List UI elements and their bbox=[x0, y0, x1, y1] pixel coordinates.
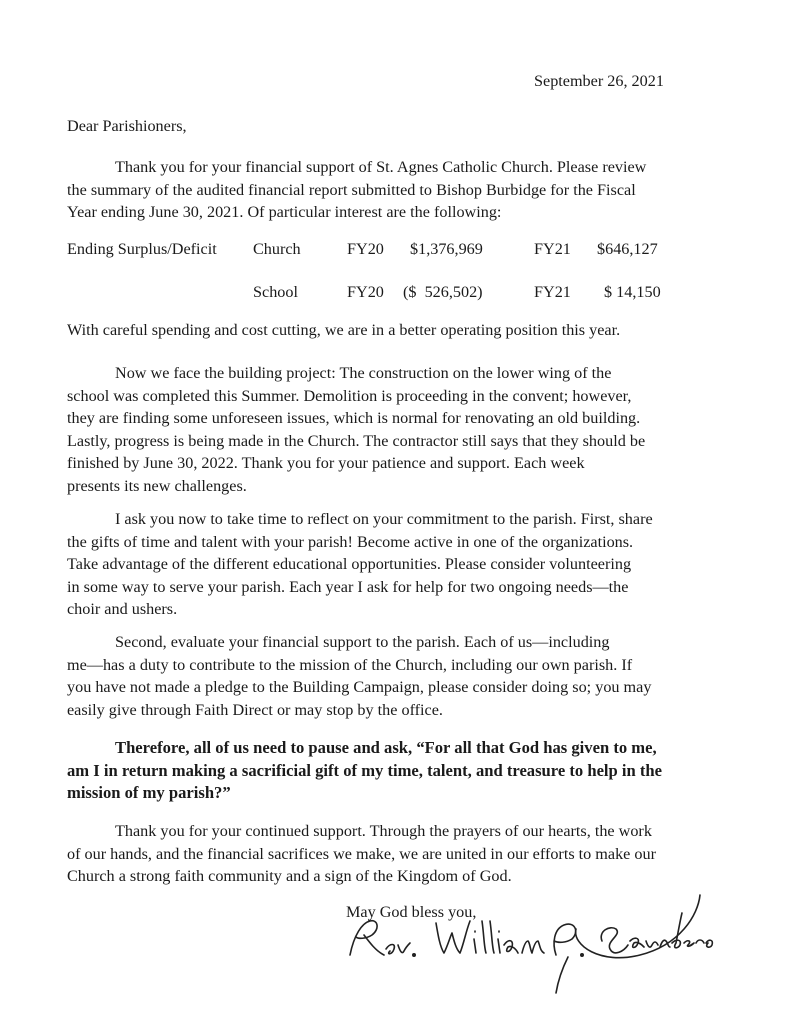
building-line: Now we face the building project: The construction on the lower wing of the bbox=[115, 364, 612, 382]
support-line: you have not made a pledge to the Building Campaign, please consider doing so; you may bbox=[67, 678, 652, 696]
commitment-line: Take advantage of the different educational opportunities. Please consider volunteering bbox=[67, 555, 632, 573]
support-line: easily give through Faith Direct or may stop by the office. bbox=[67, 700, 443, 719]
closing-paragraph bbox=[67, 820, 717, 888]
support-line: Second, evaluate your financial support to the parish. Each of us—including bbox=[115, 633, 610, 651]
table-entity: School bbox=[253, 283, 298, 301]
intro-line: the summary of the audited financial report submitted to Bishop Burbidge for the Fiscal bbox=[67, 180, 636, 199]
table-fy20-label: FY20 bbox=[347, 240, 384, 258]
bold-line: am I in return making a sacrificial gift of my time, talent, and treasure to help in the bbox=[67, 760, 663, 780]
building-paragraph bbox=[67, 362, 717, 497]
building-line: presents its new challenges. bbox=[67, 476, 247, 495]
closing-blessing: May God bless you, bbox=[346, 903, 477, 921]
building-line: finished by June 30, 2022. Thank you for your patience and support. Each week bbox=[67, 454, 585, 472]
commitment-line: the gifts of time and talent with your parish! Become active in one of the organizations. bbox=[67, 532, 634, 551]
salutation: Dear Parishioners, bbox=[67, 117, 187, 135]
bold-question-paragraph bbox=[67, 737, 717, 805]
commitment-line: in some way to serve your parish. Each year I ask for help for two ongoing needs—the bbox=[67, 577, 629, 596]
closing-line: Thank you for your continued support. Through the prayers of our hearts, the work bbox=[115, 822, 652, 840]
commitment-line: I ask you now to take time to reflect on your commitment to the parish. First, share bbox=[115, 510, 653, 528]
building-line: Lastly, progress is being made in the Church. The contractor still says that they should be bbox=[67, 431, 646, 450]
table-fy20-value: ($ 526,502) bbox=[403, 283, 483, 301]
table-fy21-value: $646,127 bbox=[597, 240, 658, 258]
building-line: school was completed this Summer. Demolition is proceeding in the convent; however, bbox=[67, 386, 632, 405]
building-line: they are finding some unforeseen issues, which is normal for renovating an old building. bbox=[67, 409, 641, 427]
intro-line: Thank you for your financial support of St. Agnes Catholic Church. Please review bbox=[115, 158, 647, 176]
table-fy21-value: $ 14,150 bbox=[604, 283, 661, 301]
signature-image bbox=[340, 885, 720, 995]
bold-line: mission of my parish?” bbox=[67, 783, 231, 802]
intro-line: Year ending June 30, 2021. Of particular interest are the following: bbox=[67, 203, 502, 221]
closing-line: Church a strong faith community and a sign of the Kingdom of God. bbox=[67, 867, 512, 885]
letter-date: September 26, 2021 bbox=[534, 72, 664, 90]
table-fy21-label: FY21 bbox=[534, 283, 571, 301]
table-row-label: Ending Surplus/Deficit bbox=[67, 240, 217, 258]
table-entity: Church bbox=[253, 240, 301, 258]
commitment-line: choir and ushers. bbox=[67, 600, 178, 618]
table-fy20-label: FY20 bbox=[347, 283, 384, 301]
intro-paragraph bbox=[67, 156, 717, 224]
table-fy21-label: FY21 bbox=[534, 240, 571, 258]
closing-line: of our hands, and the financial sacrifices we make, we are united in our efforts to make our bbox=[67, 844, 656, 863]
support-line: me—has a duty to contribute to the mission of the Church, including our own parish. If bbox=[67, 655, 633, 674]
commitment-paragraph bbox=[67, 508, 717, 621]
spending-line: With careful spending and cost cutting, we are in a better operating position this year. bbox=[67, 321, 621, 339]
bold-line: Therefore, all of us need to pause and ask, “For all that God has given to me, bbox=[115, 738, 657, 757]
table-fy20-value: $1,376,969 bbox=[410, 240, 483, 258]
financial-support-paragraph bbox=[67, 631, 717, 721]
